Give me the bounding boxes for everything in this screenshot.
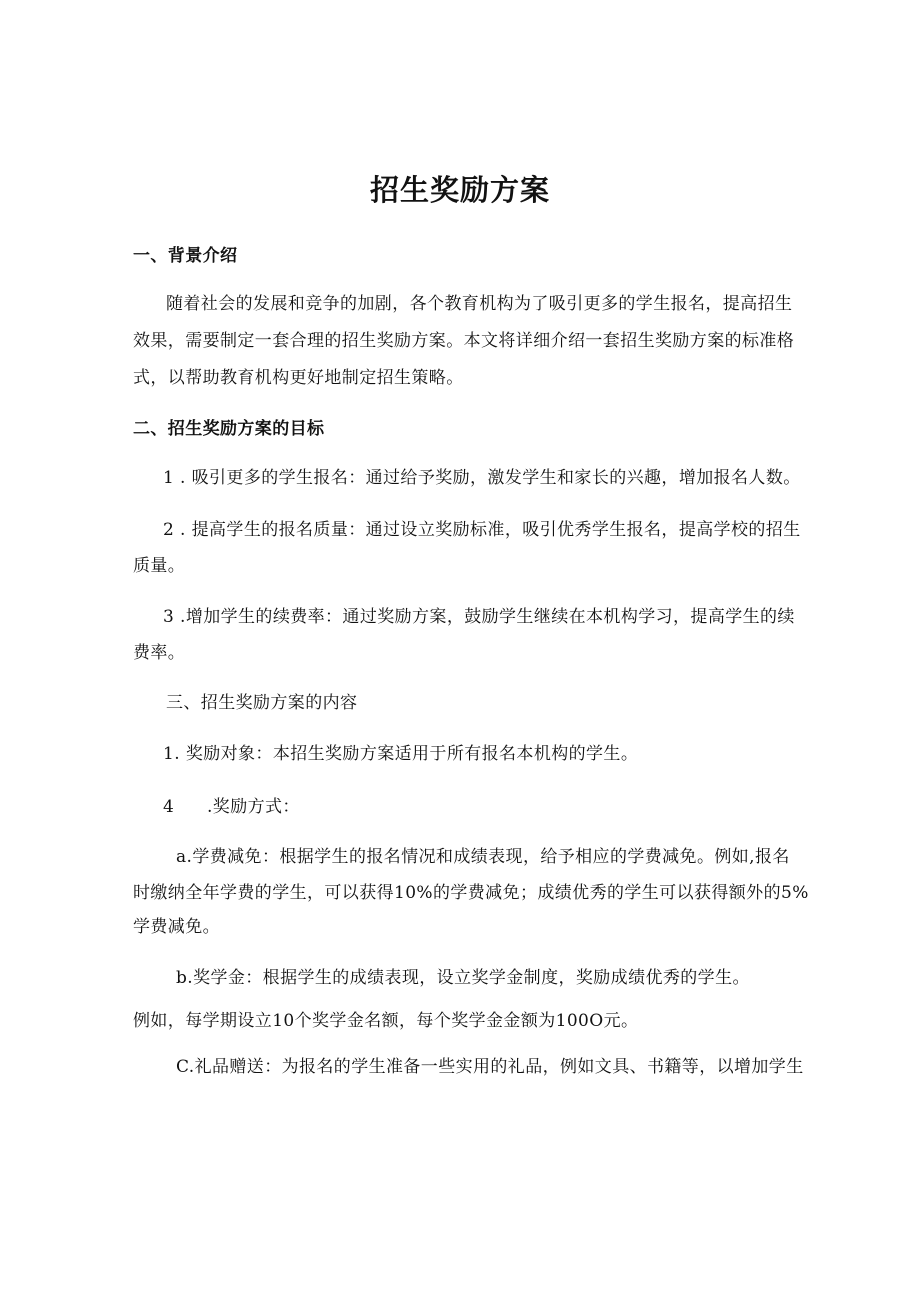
reward-a-line: 时缴纳全年学费的学生，可以获得10%的学费减免；成绩优秀的学生可以获得额外的5% (133, 883, 809, 903)
reward-b-line: b.奖学金：根据学生的成绩表现，设立奖学金制度，奖励成绩优秀的学生。 (176, 968, 750, 988)
reward-b-line: 例如，每学期设立10个奖学金名额，每个奖学金金额为100O元。 (133, 1011, 639, 1031)
reward-c-line: C.礼品赠送：为报名的学生准备一些实用的礼品，例如文具、书籍等，以增加学生 (176, 1057, 804, 1077)
goal-item-3-line: 费率。 (133, 643, 186, 663)
goal-item-3-line: 3 .增加学生的续费率：通过奖励方案，鼓励学生继续在本机构学习，提高学生的续 (163, 607, 795, 627)
section-heading-background: 一、背景介绍 (133, 246, 238, 266)
section-heading-content: 三、招生奖励方案的内容 (166, 693, 358, 713)
content-item-4-number: 4 (163, 797, 175, 817)
goal-item-2-line: 质量。 (133, 556, 186, 576)
goal-item-2-line: 2 . 提高学生的报名质量：通过设立奖励标准，吸引优秀学生报名，提高学校的招生 (163, 520, 801, 540)
section-heading-goals: 二、招生奖励方案的目标 (133, 419, 325, 439)
document-title: 招生奖励方案 (369, 173, 550, 207)
goal-item-1: 1 . 吸引更多的学生报名：通过给予奖励，激发学生和家长的兴趣，增加报名人数。 (163, 468, 801, 488)
content-item-1: 1. 奖励对象：本招生奖励方案适用于所有报名本机构的学生。 (163, 744, 639, 764)
reward-a-line: a.学费减免：根据学生的报名情况和成绩表现，给予相应的学费减免。例如,报名 (176, 847, 790, 867)
paragraph-line: 随着社会的发展和竞争的加剧，各个教育机构为了吸引更多的学生报名，提高招生 (166, 294, 793, 314)
paragraph-line: 效果，需要制定一套合理的招生奖励方案。本文将详细介绍一套招生奖励方案的标准格 (133, 331, 795, 351)
reward-a-line: 学费减免。 (133, 917, 220, 937)
content-item-4-text: .奖励方式： (207, 797, 300, 817)
paragraph-line: 式，以帮助教育机构更好地制定招生策略。 (133, 368, 464, 388)
